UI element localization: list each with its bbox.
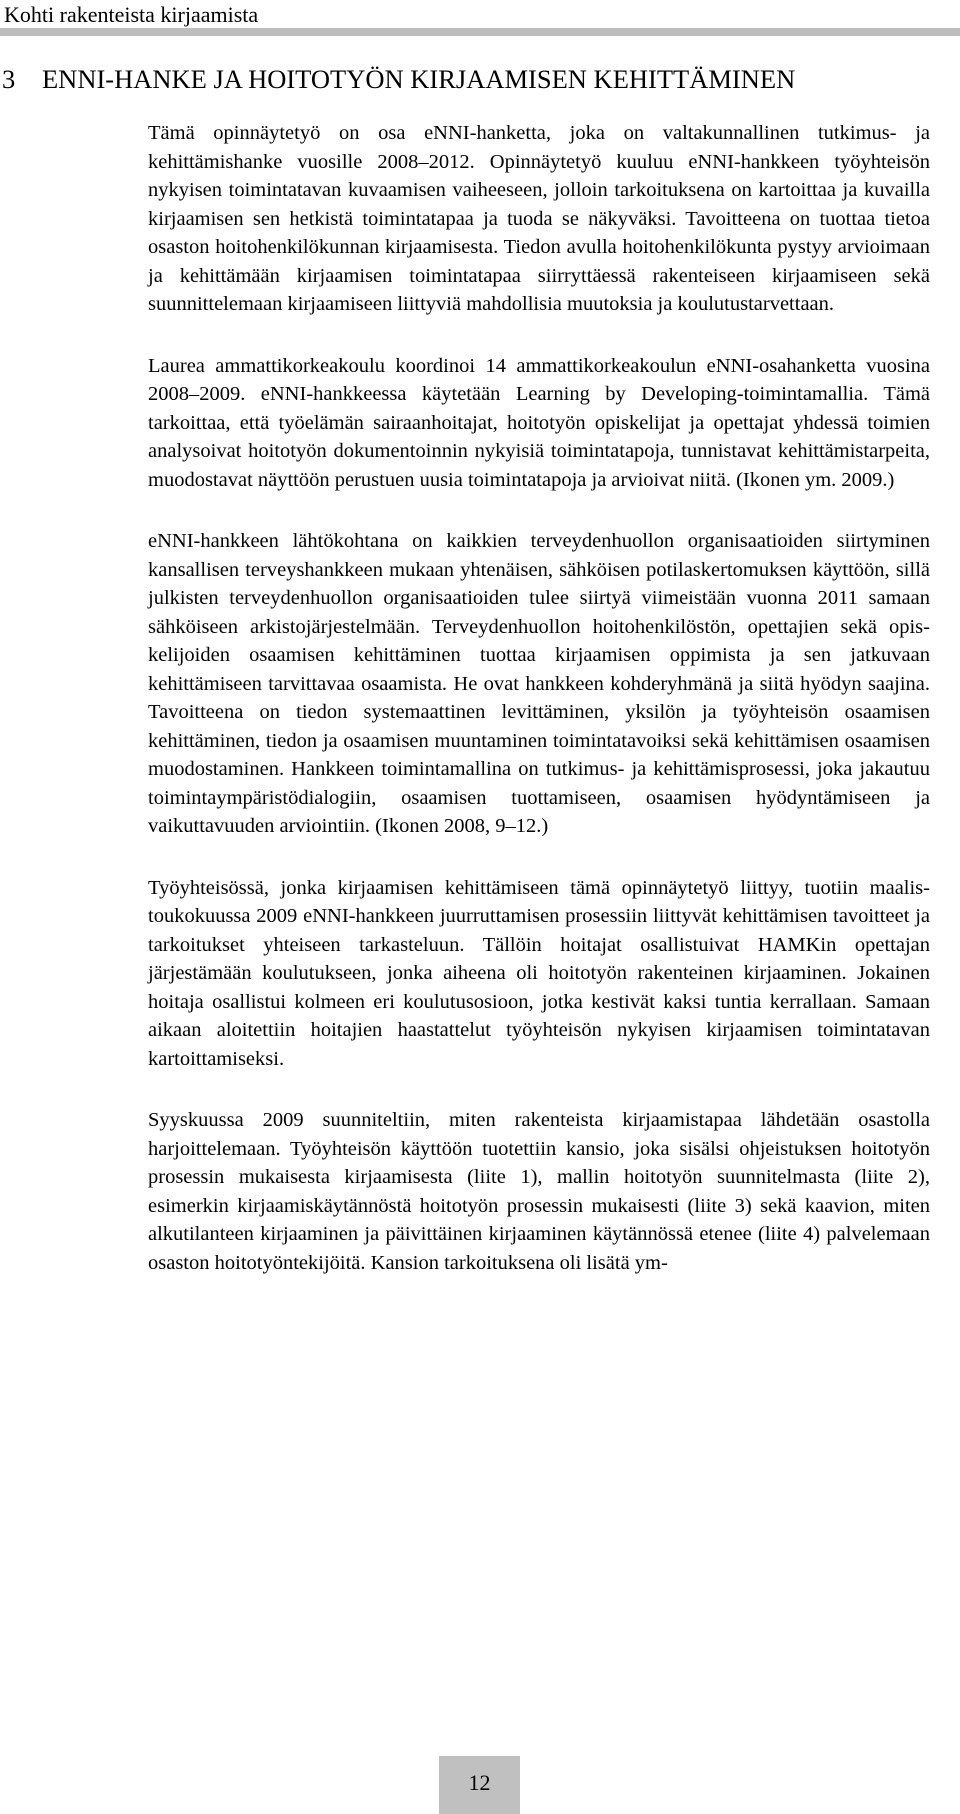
paragraph-enni-starting-point: eNNI-hankkeen lähtökohtana on kaikkien terveydenhuollon organisaatioiden siirtyminen kansallisen terveyshankkeen mukaan yhtenäisen, sähköisen potilaskertomuksen käyttöön, sillä julkisten terveydenhuollon organisaatioiden tulee siirtyä viimeistään vuonna 2011 samaan sähköiseen arkistojärjestelmään. Terveydenhuollon hoitohenkilöstön, opettajien sekä opiskelijoiden osaamisen kehittäminen tuottaa kirjaamisen oppimista ja sen jatkuvaan kehittämiseen tarvittavaa osaamista. He ovat hankkeen kohderyhmänä ja siitä hyödyn saajina. Tavoitteena on tiedon systemaattinen levittäminen, yksilön ja työyhteisön osaamisen kehittäminen, tiedon ja osaamisen muuntaminen toimintatavoiksi sekä kehittämisen osaamisen muodostaminen. Hankkeen toimintamallina on tutkimus- ja kehittämisprosessi, joka jakautuu toimintaympäristödialogiin, osaamisen tuottamiseen, osaamisen hyödyntämiseen ja vaikuttavuuden arviointiin. (Ikonen 2008, 9–12.) <box>148 530 930 837</box>
chapter-title: ENNI-HANKE JA HOITOTYÖN KIRJAAMISEN KEHITTÄMINEN <box>42 64 796 94</box>
running-header-title: Kohti rakenteista kirjaamista <box>4 2 259 27</box>
running-header <box>0 0 960 36</box>
paragraph-laurea-coordination: Laurea ammattikorkeakoulu koordinoi 14 ammattikorkeakoulun eNNI-osahanketta vuosina 2008–2009. eNNI-hankkeessa käytetään Learning by Developing-toimintamallia. Tämä tarkoittaa, että työelämän sairaanhoitajat, hoitotyön opiskelijat ja opettajat yhdessä toimien analysoivat hoitotyön dokumentoinnin nykyisiä toimintatapoja, tunnistavat kehittämistarpeita, muodostavat näyttöön perustuen uusia toimintatapoja ja arvioivat niitä. (Ikonen ym. 2009.) <box>148 354 930 491</box>
chapter-number: 3 <box>2 64 16 94</box>
paragraph-workplace-training: Työyhteisössä, jonka kirjaamisen kehittämiseen tämä opinnäytetyö liittyy, tuotiin maalis-toukokuussa 2009 eNNI-hankkeen juurruttamisen prosessiin liittyvät kehittämisen tavoitteet ja tarkoitukset yhteiseen tarkasteluun. Tällöin hoitajat osallistuivat HAMKin opettajan järjestämään koulutukseen, jonka aiheena oli hoitotyön rakenteinen kirjaaminen. Jokainen hoitaja osallistui kolmeen eri koulutusosioon, jotka kestivät kaksi tuntia kerrallaan. Samaan aikaan aloitettiin hoitajien haastattelut työyhteisön nykyisen kirjaamisen toimintatavan kartoittamiseksi. <box>148 876 930 1070</box>
paragraph-enni-project-intro: Tämä opinnäytetyö on osa eNNI-hanketta, joka on valtakunnallinen tutkimus- ja kehittämishanke vuosille 2008–2012. Opinnäytetyö kuuluu eNNI-hankkeen työyhteisön nykyisen toimintatavan kuvaamisen vaiheeseen, jolloin tarkoituksena on kartoittaa ja kuvailla kirjaamisen sen hetkistä toimintatapaa ja tuoda se näkyväksi. Tavoitteena on tuottaa tietoa osaston hoitohenkilökunnan kirjaamisesta. Tiedon avulla hoitohenkilökunta pystyy arvioimaan ja kehittämään kirjaamisen toimintatapaa siirryttäessä rakenteiseen kirjaamiseen sekä suunnittelemaan kirjaamiseen liittyviä mahdollisia muutoksia ja koulutustarvettaan. <box>148 122 930 315</box>
chapter-heading <box>2 63 795 95</box>
page-number: 12 <box>468 1770 491 1795</box>
paragraph-september-planning: Syyskuussa 2009 suunniteltiin, miten rakenteista kirjaamistapaa lähdetään osastolla harjoittelemaan. Työyhteisön käyttöön tuotettiin kansio, joka sisälsi ohjeistuksen hoitotyön prosessin mukaisesta kirjaamisesta (liite 1), mallin hoitotyön suunnitelmasta (liite 2), esimerkin kirjaamiskäytännöstä hoitotyön prosessin mukaisesti (liite 3) sekä kaavion, miten alkutilanteen kirjaaminen ja päivittäinen kirjaaminen käytännössä etenee (liite 4) palvelemaan osaston hoitotyöntekijöitä. Kansion tarkoituksena oli lisätä ym- <box>148 1109 930 1274</box>
page-number-box <box>439 1756 520 1814</box>
header-rule <box>0 28 960 36</box>
body-text <box>148 119 930 1310</box>
